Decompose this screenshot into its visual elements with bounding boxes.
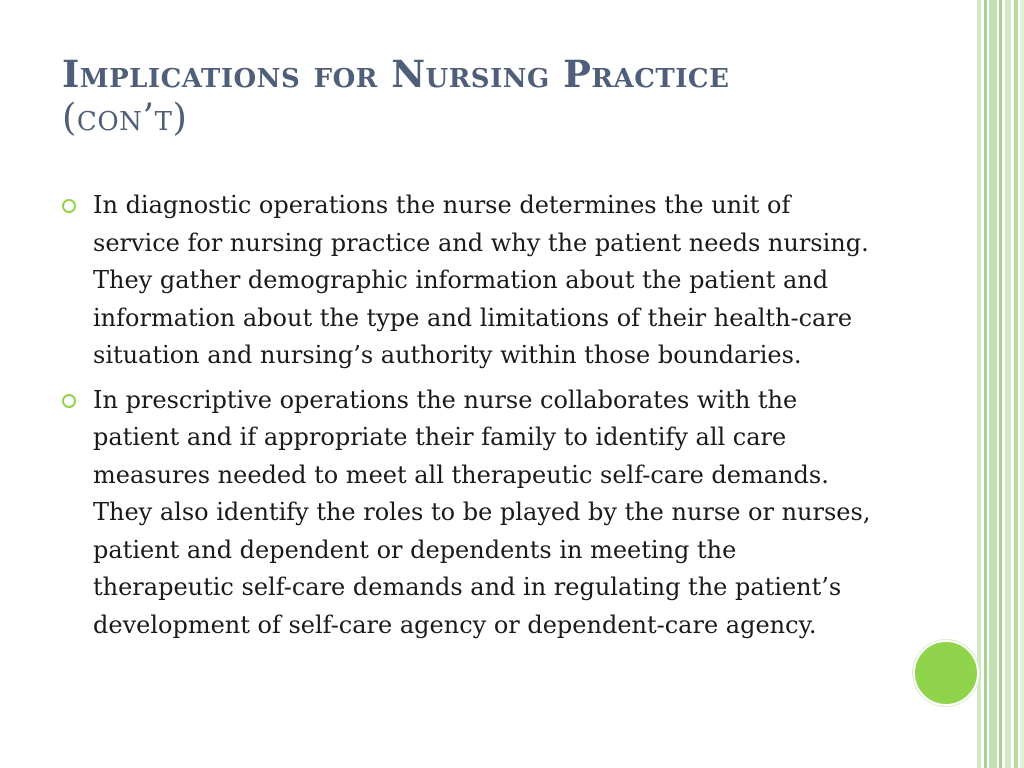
bullet-list bbox=[62, 187, 874, 651]
decorative-stripe bbox=[989, 0, 997, 768]
hollow-circle-bullet-icon bbox=[62, 199, 76, 213]
decorative-stripe bbox=[1014, 0, 1018, 768]
decorative-stripe bbox=[977, 0, 981, 768]
bullet-text: In prescriptive operations the nurse collaborates with the patient and if appropriate their family to identify all care measures needed to meet all therapeutic self-care demands. They also identify the roles to be played by the nurse or nurses, patient and dependent or dependents in meeting the therapeutic self-care demands and in regulating the patient’s development of self-care agency or dependent-care agency. bbox=[93, 385, 871, 639]
decorative-stripe bbox=[984, 0, 987, 768]
bullet-text: In diagnostic operations the nurse determines the unit of service for nursing practice and why the patient needs nursing. They gather demographic information about the patient and information about the type and limitations of their health-care situation and nursing’s authority within those boundaries. bbox=[93, 191, 869, 369]
hollow-circle-bullet-icon bbox=[62, 394, 76, 408]
bullet-item bbox=[62, 187, 874, 375]
slide-title-text: Implications for Nursing Practice bbox=[62, 52, 730, 96]
decorative-stripe bbox=[1020, 0, 1024, 768]
slide-title-continuation: (con’t) bbox=[62, 96, 188, 139]
slide-title bbox=[62, 52, 942, 140]
bullet-item bbox=[62, 382, 874, 645]
decorative-stripe bbox=[1005, 0, 1011, 768]
decorative-stripe bbox=[999, 0, 1002, 768]
green-circle-decoration bbox=[913, 640, 979, 706]
